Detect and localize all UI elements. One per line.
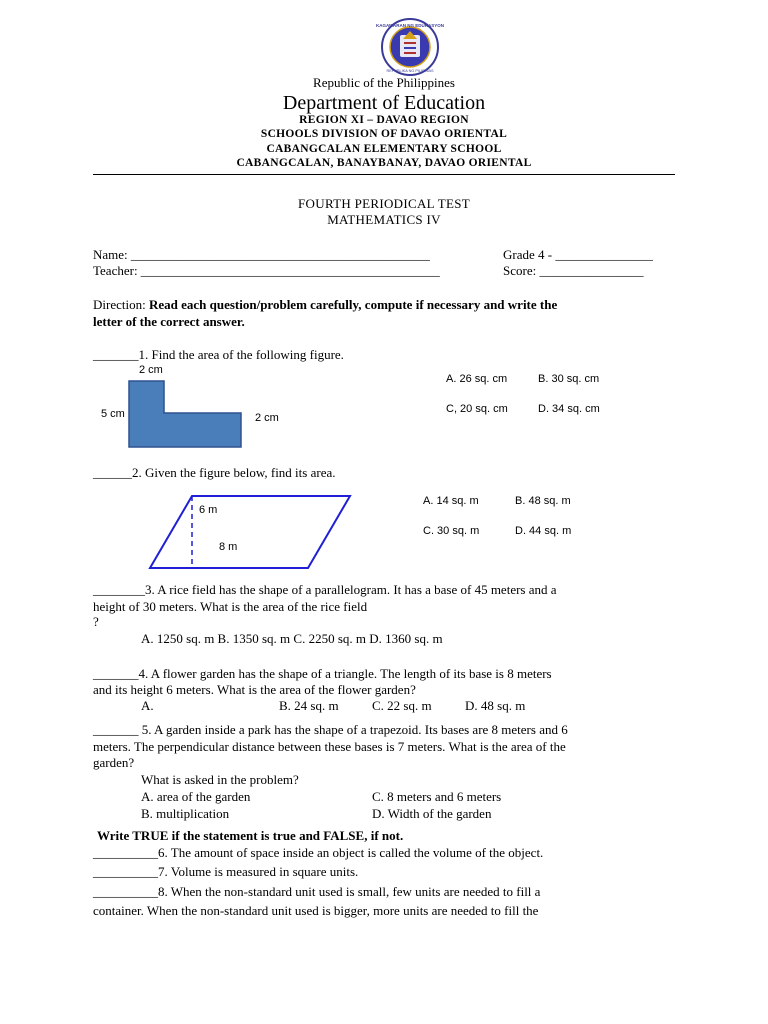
- department-title: Department of Education: [282, 92, 486, 114]
- q2-stem: ______2. Given the figure below, find its area.: [93, 465, 336, 480]
- division-line: SCHOOLS DIVISION OF DAVAO ORIENTAL: [260, 128, 508, 140]
- name-field[interactable]: Name: ______________________________________________: [93, 247, 430, 262]
- q5-choice-d: D. Width of the garden: [372, 806, 492, 821]
- q3-line-3: ?: [93, 614, 99, 629]
- q1-choice-b: B. 30 sq. cm: [538, 373, 600, 385]
- svg-text:REPUBLIKA NG PILIPINAS: REPUBLIKA NG PILIPINAS: [386, 69, 434, 73]
- test-subject: MATHEMATICS IV: [327, 212, 441, 227]
- q1-label-left: 5 cm: [101, 408, 125, 420]
- q8-line-1: __________8. When the non-standard unit used is small, few units are needed to fill a: [93, 884, 541, 899]
- header-divider: [93, 174, 675, 175]
- deped-seal-logo: [364, 17, 456, 77]
- q4-choice-a: A.: [141, 698, 154, 713]
- q3-line-2: height of 30 meters. What is the area of the rice field: [93, 599, 368, 614]
- region-line: REGION XI – DAVAO REGION: [299, 114, 469, 126]
- school-line: CABANGCALAN ELEMENTARY SCHOOL: [266, 143, 502, 155]
- q2-label-base: 8 m: [219, 541, 238, 553]
- q5-asked: What is asked in the problem?: [141, 772, 299, 787]
- q1-choice-d: D. 34 sq. cm: [538, 403, 600, 415]
- q5-choice-b: B. multiplication: [141, 806, 230, 821]
- test-title: FOURTH PERIODICAL TEST: [298, 196, 470, 211]
- q2-choice-c: C. 30 sq. m: [423, 525, 480, 537]
- true-false-instruction: Write TRUE if the statement is true and FALSE, if not.: [97, 828, 404, 843]
- q2-choice-d: D. 44 sq. m: [515, 525, 572, 537]
- republic-line: Republic of the Philippines: [313, 75, 455, 90]
- q5-line-2: meters. The perpendicular distance between these bases is 7 meters. What is the area of the: [93, 739, 566, 754]
- q7-statement: __________7. Volume is measured in square units.: [93, 864, 359, 879]
- direction-text: [93, 297, 557, 313]
- q1-choice-a: A. 26 sq. cm: [446, 373, 508, 385]
- q4-choice-c: C. 22 sq. m: [372, 698, 432, 713]
- q2-label-height: 6 m: [199, 504, 218, 516]
- q4-line-1: _______4. A flower garden has the shape of a triangle. The length of its base is 8 meters: [93, 666, 552, 681]
- q5-line-1: _______ 5. A garden inside a park has the shape of a trapezoid. Its bases are 8 meters and 6: [93, 722, 568, 737]
- q6-statement: __________6. The amount of space inside an object is called the volume of the object.: [93, 845, 544, 860]
- q8-line-2: container. When the non-standard unit used is bigger, more units are needed to fill the: [93, 903, 539, 918]
- q4-line-2: and its height 6 meters. What is the area of the flower garden?: [93, 682, 416, 697]
- parallelogram-figure: [148, 494, 354, 570]
- q3-line-1: ________3. A rice field has the shape of a parallelogram. It has a base of 45 meters and a: [93, 582, 557, 597]
- q1-label-top: 2 cm: [139, 364, 163, 376]
- q1-stem: _______1. Find the area of the following figure.: [93, 347, 344, 362]
- svg-text:KAGAWARAN NG EDUKASYON: KAGAWARAN NG EDUKASYON: [375, 23, 445, 28]
- q1-label-right: 2 cm: [255, 412, 279, 424]
- teacher-field[interactable]: Teacher: ______________________________________________: [93, 263, 440, 278]
- q4-choice-d: D. 48 sq. m: [465, 698, 526, 713]
- q5-choice-c: C. 8 meters and 6 meters: [372, 789, 502, 804]
- q5-line-3: garden?: [93, 755, 135, 770]
- q2-choice-b: B. 48 sq. m: [515, 495, 571, 507]
- q3-choices: A. 1250 sq. m B. 1350 sq. m C. 2250 sq. m D. 1360 sq. m: [141, 631, 443, 646]
- q4-choice-b: B. 24 sq. m: [279, 698, 339, 713]
- q2-choice-a: A. 14 sq. m: [423, 495, 479, 507]
- direction-instruction: Read each question/problem carefully, compute if necessary and write the: [148, 297, 558, 312]
- q1-choice-c: C, 20 sq. cm: [446, 403, 508, 415]
- grade-field[interactable]: Grade 4 - _______________: [503, 247, 653, 262]
- score-field[interactable]: Score: ________________: [503, 263, 644, 278]
- q5-choice-a: A. area of the garden: [141, 789, 251, 804]
- direction-instruction-cont: letter of the correct answer.: [93, 314, 245, 329]
- l-shape-figure: [128, 380, 244, 450]
- address-line: CABANGCALAN, BANAYBANAY, DAVAO ORIENTAL: [236, 157, 532, 169]
- direction-label: Direction:: [93, 297, 146, 312]
